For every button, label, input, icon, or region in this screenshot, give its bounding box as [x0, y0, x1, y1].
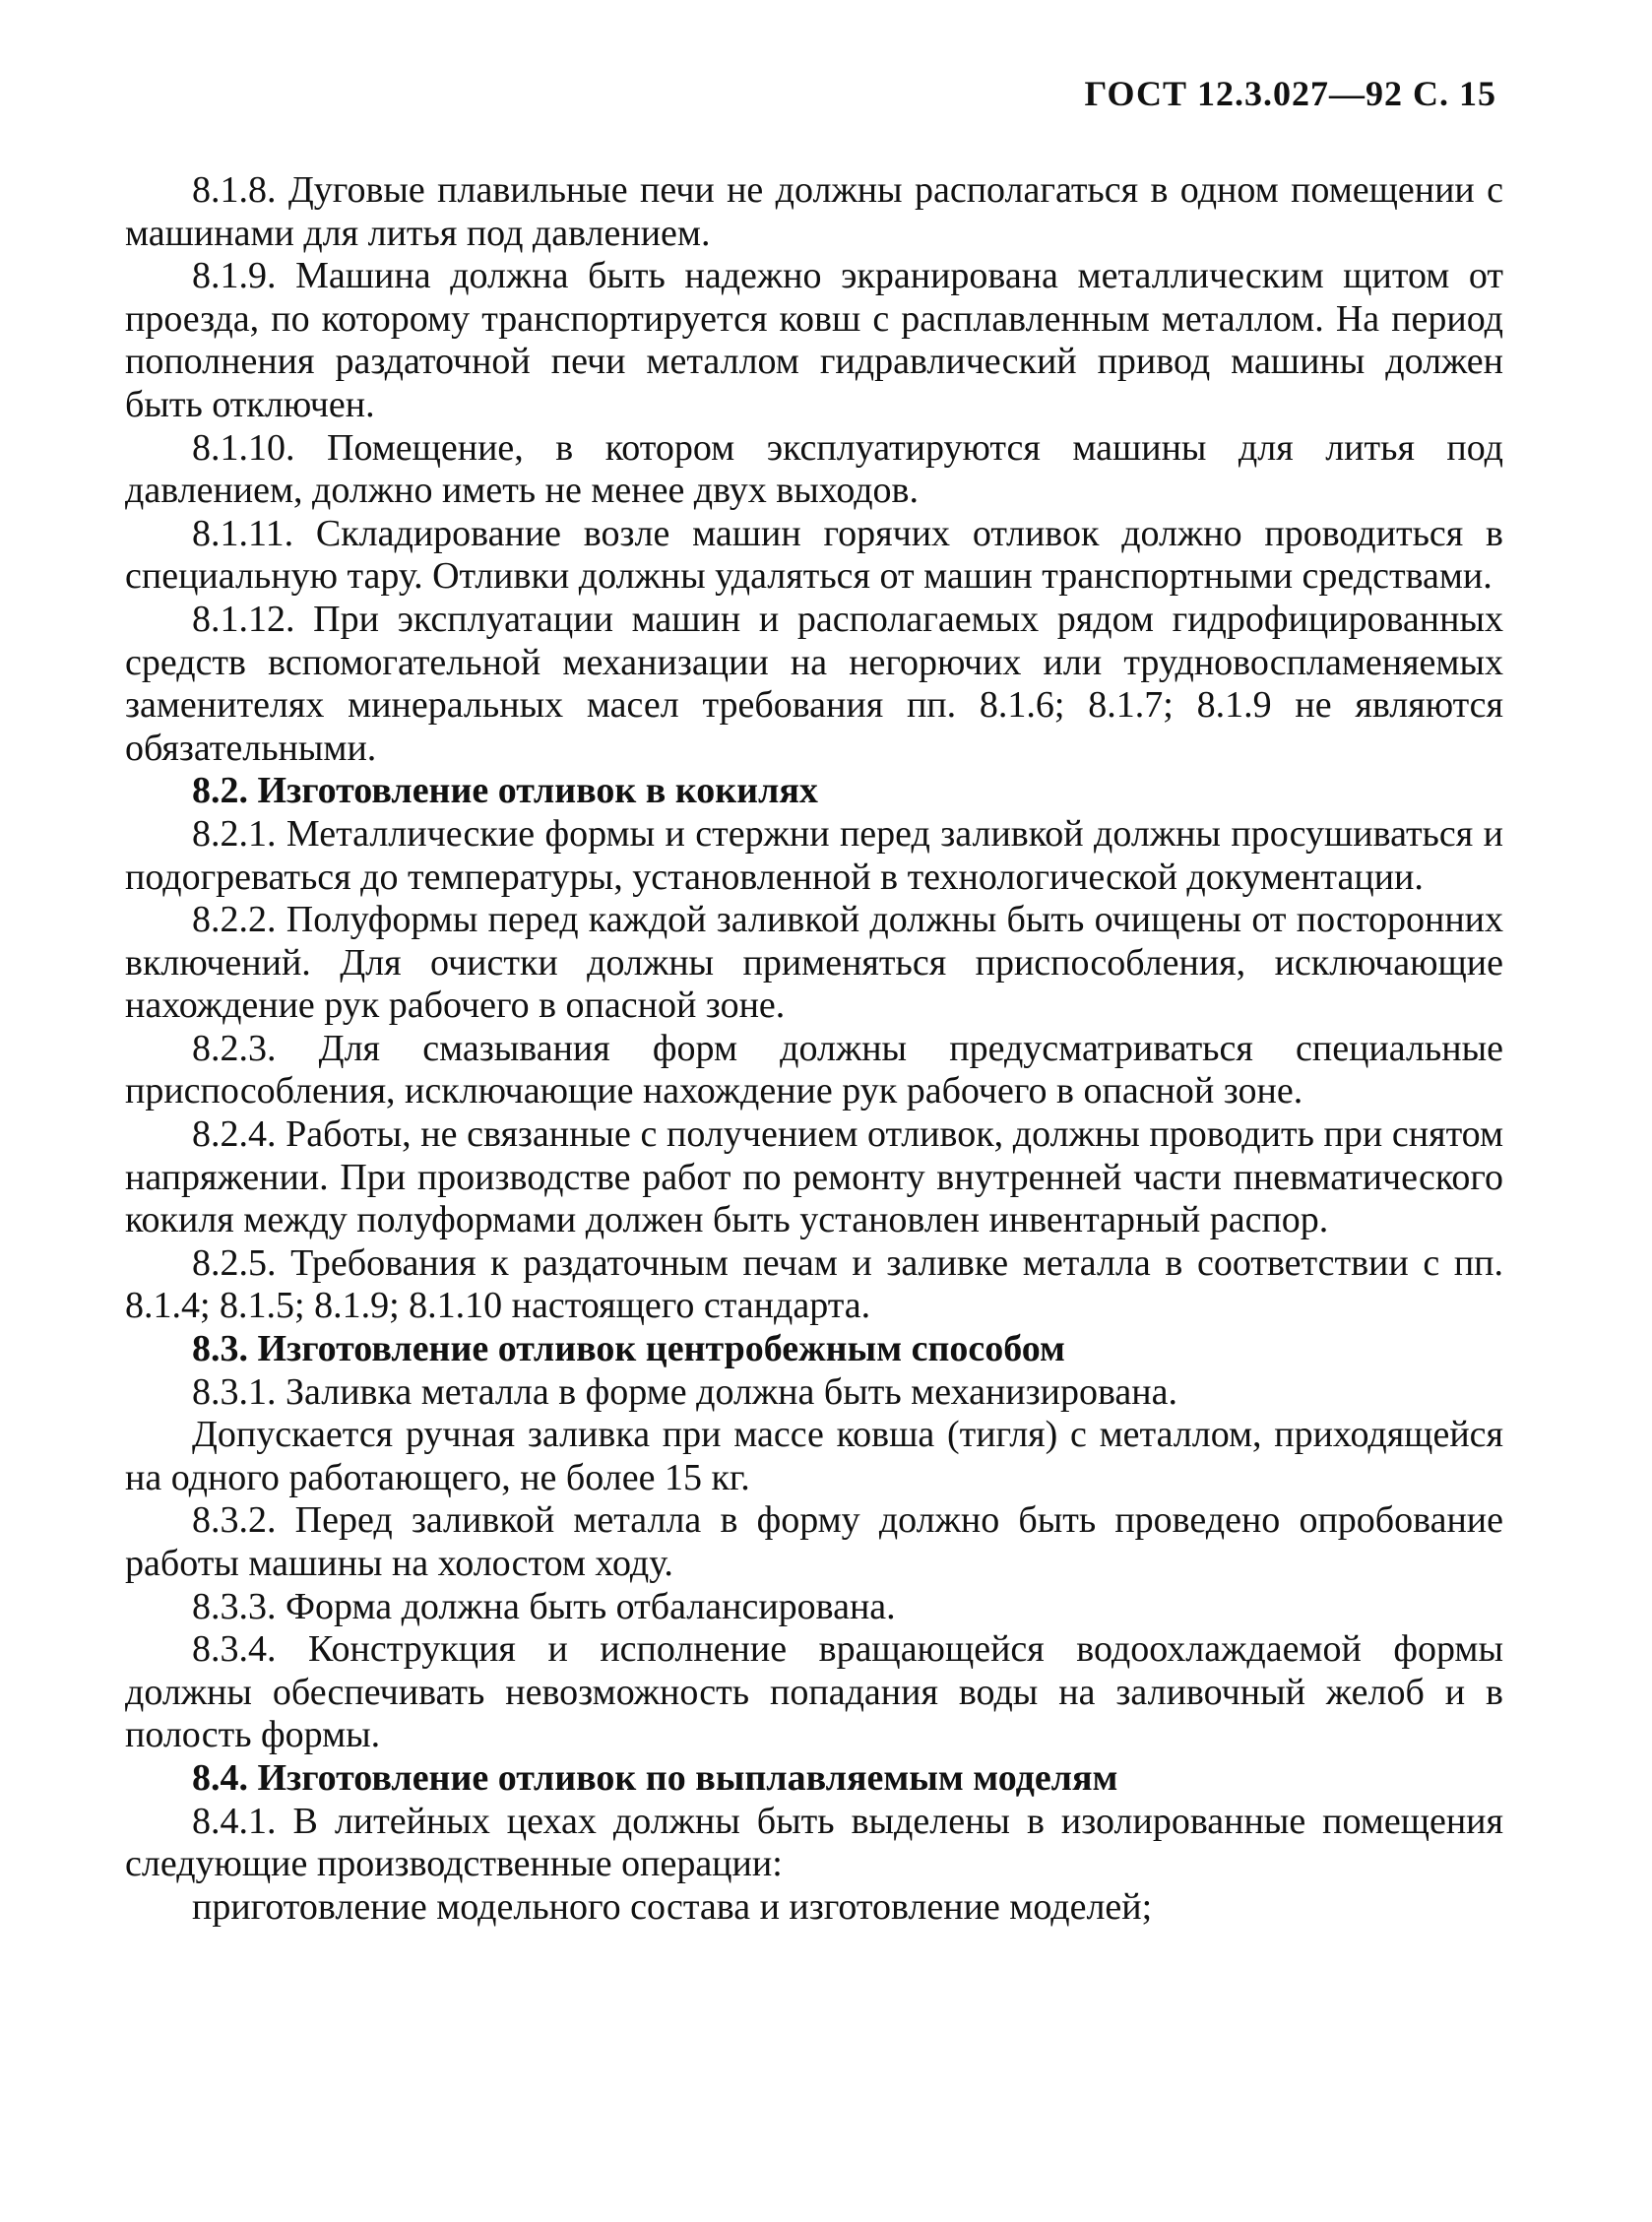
clause-8-1-11: 8.1.11. Складирование возле машин горячих отливок должно проводиться в специальную тару. Отливки должны удаляться от машин транспортными средствами. [125, 512, 1503, 598]
clause-8-2-2: 8.2.2. Полуформы перед каждой заливкой должны быть очищены от посторонних включений. Для очистки должны применяться приспособления, исключающие нахождение рук рабочего в опасной зоне. [125, 899, 1503, 1027]
clause-8-4-1-item: приготовление модельного состава и изготовление моделей; [192, 1885, 1153, 1928]
page-header: ГОСТ 12.3.027—92 С. 15 [1084, 74, 1496, 113]
document-body [125, 169, 1503, 1929]
clause-8-2-5: 8.2.5. Требования к раздаточным печам и заливке металла в соответствии с пп. 8.1.4; 8.1.5; 8.1.9; 8.1.10 настоящего стандарта. [125, 1241, 1503, 1327]
section-heading-8-4: 8.4. Изготовление отливок по выплавляемым моделям [192, 1756, 1118, 1799]
clause-8-1-10: 8.1.10. Помещение, в котором эксплуатируются машины для литья под давлением, должно иметь не менее двух выходов. [125, 426, 1503, 512]
clause-8-3-2: 8.3.2. Перед заливкой металла в форму должно быть проведено опробование работы машины на холостом ходу. [125, 1499, 1503, 1584]
clause-8-1-8: 8.1.8. Дуговые плавильные печи не должны располагаться в одном помещении с машинами для литья под давлением. [125, 169, 1503, 254]
clause-8-3-3: 8.3.3. Форма должна быть отбалансирована. [192, 1585, 896, 1627]
clause-8-3-1-note: Допускается ручная заливка при массе ковша (тигля) с металлом, приходящейся на одного работающего, не более 15 кг. [125, 1414, 1503, 1498]
clause-8-4-1: 8.4.1. В литейных цехах должны быть выделены в изолированные помещения следующие производственные операции: [125, 1800, 1503, 1885]
clause-8-2-1: 8.2.1. Металлические формы и стержни перед заливкой должны просушиваться и подогреваться до температуры, установленной в технологической документации. [125, 812, 1503, 898]
clause-8-1-9: 8.1.9. Машина должна быть надежно экранирована металлическим щитом от проезда, по которому транспортируется ковш с расплавленным металлом. На период пополнения раздаточной печи металлом гидравлический привод машины должен быть отключен. [125, 255, 1503, 425]
clause-8-2-4: 8.2.4. Работы, не связанные с получением отливок, должны проводить при снятом напряжении. При производстве работ по ремонту внутренней части пневматического кокиля между полуформами должен быть установлен инвентарный распор. [125, 1113, 1503, 1241]
clause-8-2-3: 8.2.3. Для смазывания форм должны предусматриваться специальные приспособления, исключающие нахождение рук рабочего в опасной зоне. [125, 1027, 1503, 1112]
section-heading-8-2: 8.2. Изготовление отливок в кокилях [192, 770, 818, 812]
clause-8-3-4: 8.3.4. Конструкция и исполнение вращающейся водоохлаждаемой формы должны обеспечивать невозможность попадания воды на заливочный желоб и в полость формы. [125, 1628, 1503, 1756]
section-heading-8-3: 8.3. Изготовление отливок центробежным способом [192, 1328, 1065, 1370]
clause-8-3-1: 8.3.1. Заливка металла в форме должна быть механизирована. [192, 1370, 1177, 1413]
clause-8-1-12: 8.1.12. При эксплуатации машин и располагаемых рядом гидрофицированных средств вспомогательной механизации на негорючих или трудновоспламеняемых заменителях минеральных масел требования пп. 8.1.6; 8.1.7; 8.1.9 не являются обязательными. [125, 598, 1503, 769]
